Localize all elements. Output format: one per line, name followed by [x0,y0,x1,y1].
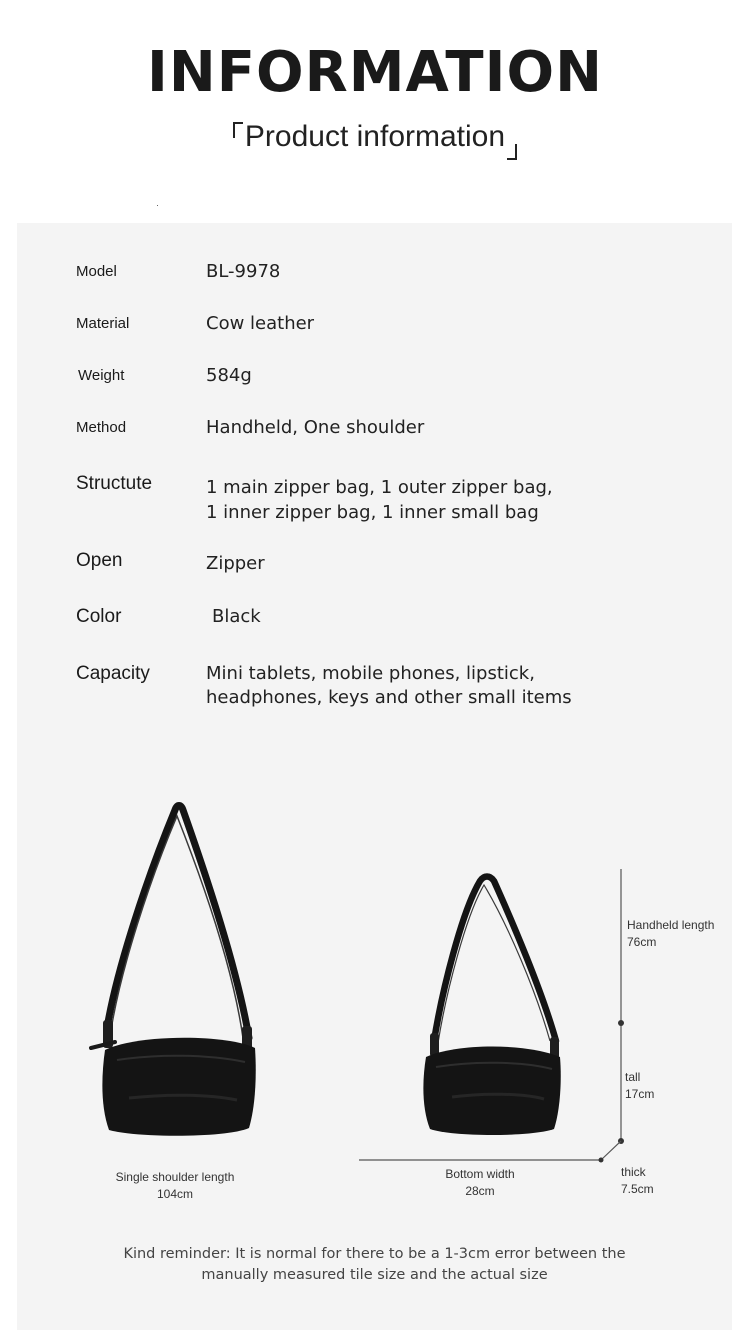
handheld-length-label [627,917,714,951]
spec-value-method: Handheld, One shoulder [206,417,425,438]
reminder-line-2: manually measured tile size and the actual size [201,1267,548,1283]
info-panel [17,223,732,1330]
subtitle-wrap [0,120,750,154]
thick-title: thick [621,1165,646,1179]
bottom-width-label [429,1166,531,1200]
tall-title: tall [625,1070,641,1084]
spec-label-weight: Weight [78,367,125,384]
kind-reminder [17,1244,732,1286]
bottom-width-value: 28cm [465,1184,495,1198]
spec-value-material: Cow leather [206,313,315,334]
page-title: INFORMATION [147,40,603,105]
spec-value-capacity-1: Mini tablets, mobile phones, lipstick, [206,663,535,684]
thick-label [621,1164,654,1198]
handheld-length-title: Handheld length [627,918,715,932]
spec-value-structure-2: 1 inner zipper bag, 1 inner small bag [206,502,539,523]
spec-label-open: Open [76,550,123,571]
single-shoulder-length-label [114,1169,236,1203]
bottom-width-title: Bottom width [445,1167,515,1181]
tall-value: 17cm [625,1087,655,1101]
spec-value-structure-1: 1 main zipper bag, 1 outer zipper bag, [206,477,553,498]
spec-label-structure: Structute [76,473,153,494]
subtitle-text: Product information [244,120,506,153]
bracket-close-icon [507,144,517,160]
dimension-lines [347,863,667,1173]
decor-dot [157,205,158,206]
spec-value-open: Zipper [206,553,265,574]
single-shoulder-length-title: Single shoulder length [115,1170,235,1184]
shoulder-bag-image [77,798,277,1143]
spec-label-method: Method [76,419,127,436]
spec-value-model: BL-9978 [206,261,281,282]
thick-value: 7.5cm [621,1182,654,1196]
spec-value-color: Black [212,606,261,627]
subtitle [233,120,517,154]
spec-label-model: Model [76,263,117,280]
single-shoulder-length-value: 104cm [156,1187,194,1201]
bracket-open-icon [233,122,243,138]
spec-value-capacity-2: headphones, keys and other small items [206,687,572,708]
spec-value-weight: 584g [206,365,252,386]
reminder-line-1: Kind reminder: It is normal for there to be a 1-3cm error between the [123,1246,626,1262]
handheld-length-value: 76cm [627,935,657,949]
spec-label-material: Material [76,315,130,332]
spec-label-color: Color [76,606,122,627]
spec-label-capacity: Capacity [76,663,150,684]
tall-label [625,1069,654,1103]
